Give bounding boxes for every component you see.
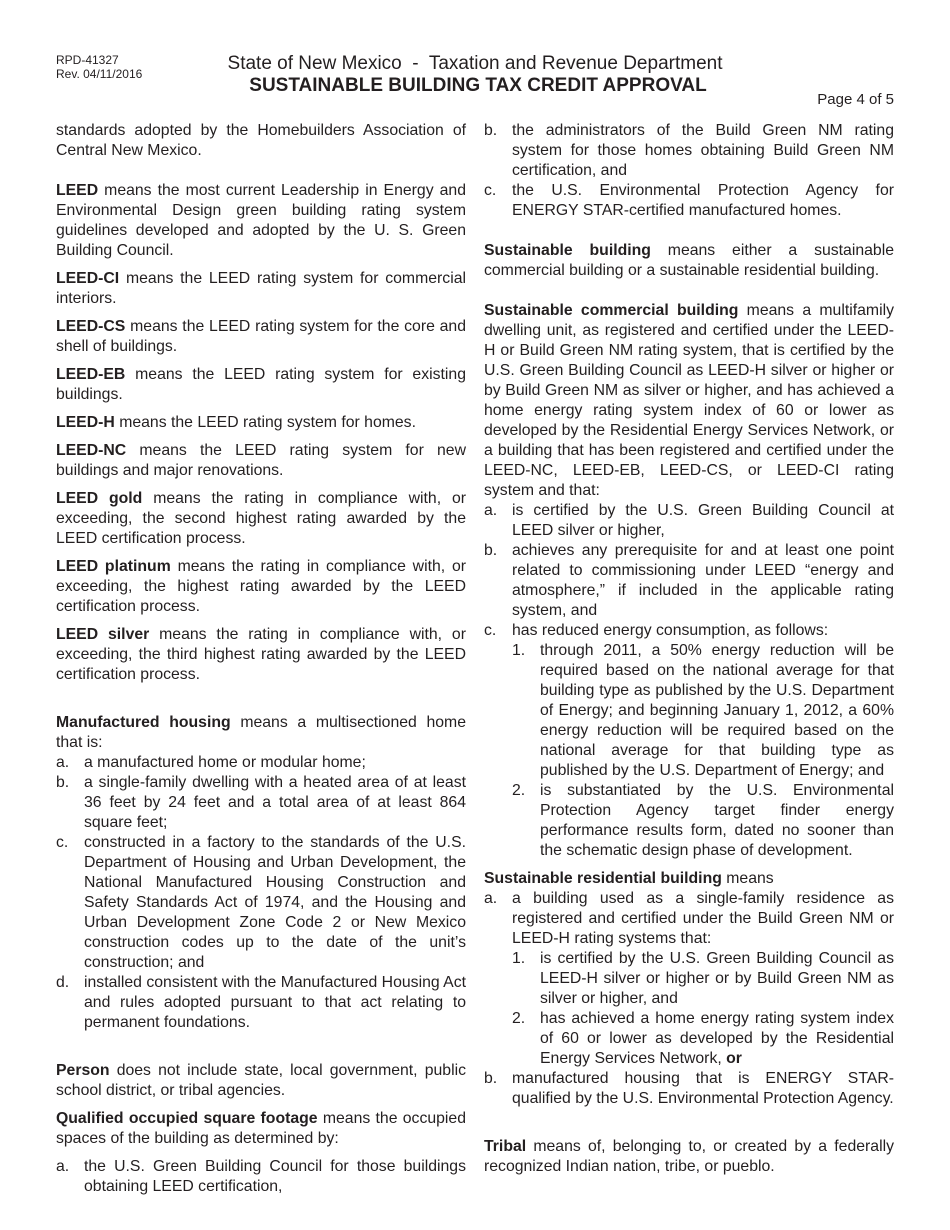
page-number: Page 4 of 5 bbox=[817, 91, 894, 108]
definition-text: means the most current Leadership in Energy and Environmental Design green building rating system guidelines developed and adopted by the U. S. Green Building Council. bbox=[56, 182, 466, 259]
list-marker: 1. bbox=[512, 950, 526, 967]
definition-leed-cs bbox=[56, 317, 466, 357]
list-item bbox=[56, 753, 466, 773]
list-text: a manufactured home or modular home; bbox=[84, 754, 366, 771]
list-marker: a. bbox=[56, 1158, 70, 1175]
list-text: is substantiated by the U.S. Environmental Protection Agency target finder energy performance results form, dated no sooner than the schematic design phase of development. bbox=[540, 782, 894, 859]
term: LEED-CI bbox=[56, 270, 120, 287]
definition-text: means the rating in compliance with, or exceeding, the third highest rating awarded by the LEED certification process. bbox=[56, 626, 466, 683]
list-item bbox=[484, 501, 894, 541]
list-text: a single-family dwelling with a heated area of at least 36 feet by 24 feet and a total area of at least 864 square feet; bbox=[84, 774, 466, 831]
list-text: constructed in a factory to the standards of the U.S. Department of Housing and Urban Development, the National Manufactured Housing Construction and Safety Standards Act of 1974, and the Housing and Urban Development Zone Code 2 or New Mexico construction codes up to the date of the unit’s construction; and bbox=[84, 834, 466, 971]
term: LEED-EB bbox=[56, 366, 126, 383]
term: Qualified occupied square footage bbox=[56, 1110, 318, 1127]
list-text: a building used as a single-family residence as registered and certified under the Build Green NM or LEED-H rating systems that: bbox=[512, 890, 894, 947]
definition-leed-ci bbox=[56, 269, 466, 309]
form-number: RPD-41327 bbox=[56, 53, 119, 67]
revision-date: Rev. 04/11/2016 bbox=[56, 67, 143, 81]
list-marker: b. bbox=[56, 774, 70, 791]
definition-leed-silver bbox=[56, 625, 466, 685]
left-column bbox=[56, 121, 466, 1197]
form-title: SUSTAINABLE BUILDING TAX CREDIT APPROVAL bbox=[249, 75, 707, 96]
list-marker: 2. bbox=[512, 782, 526, 799]
sub-list-item bbox=[484, 641, 894, 781]
sub-list-item bbox=[484, 1009, 894, 1069]
list-marker: b. bbox=[484, 1070, 498, 1087]
list-text: the administrators of the Build Green NM rating system for those homes obtaining Build Green NM certification, and bbox=[512, 122, 894, 179]
definition-text: means the LEED rating system for commercial interiors. bbox=[56, 270, 466, 307]
definition-text: means a multifamily dwelling unit, as registered and certified under the LEED-H or Build Green NM rating system, that is certified by the U.S. Green Building Council as LEED-H silver or higher or by Build Green NM as silver or higher, and has achieved a home energy rating system index of 60 or lower as developed by the Residential Energy Services Network, or a building that has been registered and certified under the LEED-NC, LEED-EB, LEED-CS, or LEED-CI rating system and that: bbox=[484, 302, 894, 499]
list-item bbox=[484, 621, 894, 641]
list-marker: 1. bbox=[512, 642, 526, 659]
term: LEED-CS bbox=[56, 318, 126, 335]
list-marker: b. bbox=[484, 122, 498, 139]
term: Manufactured housing bbox=[56, 714, 231, 731]
definition-person bbox=[56, 1061, 466, 1101]
list-text: has achieved a home energy rating system index of 60 or lower as developed by the Residential Energy Services Network, bbox=[540, 1010, 894, 1067]
list-marker: a. bbox=[484, 890, 498, 907]
list-text: is certified by the U.S. Green Building Council at LEED silver or higher, bbox=[512, 502, 894, 539]
definition-text: means of, belonging to, or created by a federally recognized Indian nation, tribe, or pueblo. bbox=[484, 1138, 894, 1175]
list-item bbox=[484, 121, 894, 181]
list-text: through 2011, a 50% energy reduction will be required based on the national average for that building type as published by the U.S. Department of Energy; and beginning January 1, 2012, a 60% energy reduction will be required based on the national average for that building type as published by the U.S. Department of Energy; and bbox=[540, 642, 894, 779]
definition-leed-h bbox=[56, 413, 466, 433]
definition-leed-nc bbox=[56, 441, 466, 481]
definition-text: means the rating in compliance with, or exceeding, the highest rating awarded by the LEED certification process. bbox=[56, 558, 466, 615]
definition-text: means bbox=[721, 870, 774, 887]
list-item bbox=[484, 889, 894, 949]
term: LEED bbox=[56, 182, 99, 199]
definition-text: means either a sustainable commercial building or a sustainable residential building. bbox=[484, 242, 894, 279]
right-column bbox=[484, 121, 894, 1177]
term: Sustainable commercial building bbox=[484, 302, 739, 319]
list-item bbox=[56, 973, 466, 1033]
definition-sustainable-residential-building bbox=[484, 869, 894, 889]
list-marker: a. bbox=[484, 502, 498, 519]
definition-text: means the LEED rating system for new buildings and major renovations. bbox=[56, 442, 466, 479]
list-item bbox=[484, 541, 894, 621]
list-item bbox=[56, 773, 466, 833]
list-text: the U.S. Environmental Protection Agency for ENERGY STAR-certified manufactured homes. bbox=[512, 182, 894, 219]
definition-text: means the LEED rating system for existing buildings. bbox=[56, 366, 466, 403]
list-text: manufactured housing that is ENERGY STAR-qualified by the U.S. Environmental Protection Agency. bbox=[512, 1070, 894, 1107]
definition-text: does not include state, local government, public school district, or tribal agencies. bbox=[56, 1062, 466, 1099]
agency-name: State of New Mexico - Taxation and Revenue Department bbox=[227, 53, 723, 74]
list-item bbox=[484, 1069, 894, 1109]
term: Sustainable residential building bbox=[484, 870, 722, 887]
term: Sustainable building bbox=[484, 242, 651, 259]
list-text: achieves any prerequisite for and at least one point related to commissioning under LEED “energy and atmosphere,” if included in the applicable rating system, and bbox=[512, 542, 894, 619]
list-marker: a. bbox=[56, 754, 70, 771]
definition-text: means the LEED rating system for homes. bbox=[114, 414, 416, 431]
list-marker: c. bbox=[56, 834, 69, 851]
list-text: is certified by the U.S. Green Building Council as LEED-H silver or higher or by Build Green NM as silver or higher, and bbox=[540, 950, 894, 1007]
list-marker: d. bbox=[56, 974, 70, 991]
sub-list-item bbox=[484, 781, 894, 861]
list-text: installed consistent with the Manufactured Housing Act and rules adopted pursuant to that act relating to permanent foundations. bbox=[84, 974, 466, 1031]
list-text: the U.S. Green Building Council for those buildings obtaining LEED certification, bbox=[84, 1158, 466, 1195]
term: LEED silver bbox=[56, 626, 150, 643]
sub-list-item bbox=[484, 949, 894, 1009]
form-identifier bbox=[56, 53, 142, 81]
term: LEED-H bbox=[56, 414, 115, 431]
term: LEED-NC bbox=[56, 442, 127, 459]
definition-tribal bbox=[484, 1137, 894, 1177]
continued-text: standards adopted by the Homebuilders Association of Central New Mexico. bbox=[56, 122, 466, 159]
list-item bbox=[56, 833, 466, 973]
definition-text: means the LEED rating system for the core and shell of buildings. bbox=[56, 318, 466, 355]
definition-leed-gold bbox=[56, 489, 466, 549]
definition-sustainable-building bbox=[484, 241, 894, 281]
list-marker: 2. bbox=[512, 1010, 526, 1027]
term: Person bbox=[56, 1062, 110, 1079]
list-marker: c. bbox=[484, 622, 497, 639]
definition-manufactured-housing bbox=[56, 713, 466, 753]
definition-text: means the occupied spaces of the building as determined by: bbox=[56, 1110, 466, 1147]
list-marker: b. bbox=[484, 542, 498, 559]
term: Tribal bbox=[484, 1138, 527, 1155]
emphasis-or: or bbox=[726, 1050, 742, 1067]
list-item bbox=[56, 1157, 466, 1197]
definition-text: means a multisectioned home that is: bbox=[56, 714, 466, 751]
term: LEED gold bbox=[56, 490, 143, 507]
list-text: has reduced energy consumption, as follows: bbox=[512, 622, 829, 639]
definition-text: means the rating in compliance with, or exceeding, the second highest rating awarded by the LEED certification process. bbox=[56, 490, 467, 547]
definition-sustainable-commercial-building bbox=[484, 301, 894, 501]
definition-leed-platinum bbox=[56, 557, 466, 617]
list-marker: c. bbox=[484, 182, 497, 199]
list-item bbox=[484, 181, 894, 221]
definition-leed bbox=[56, 181, 466, 261]
definition-qualified-occupied-square-footage bbox=[56, 1109, 466, 1149]
definition-leed-eb bbox=[56, 365, 466, 405]
term: LEED platinum bbox=[56, 558, 171, 575]
